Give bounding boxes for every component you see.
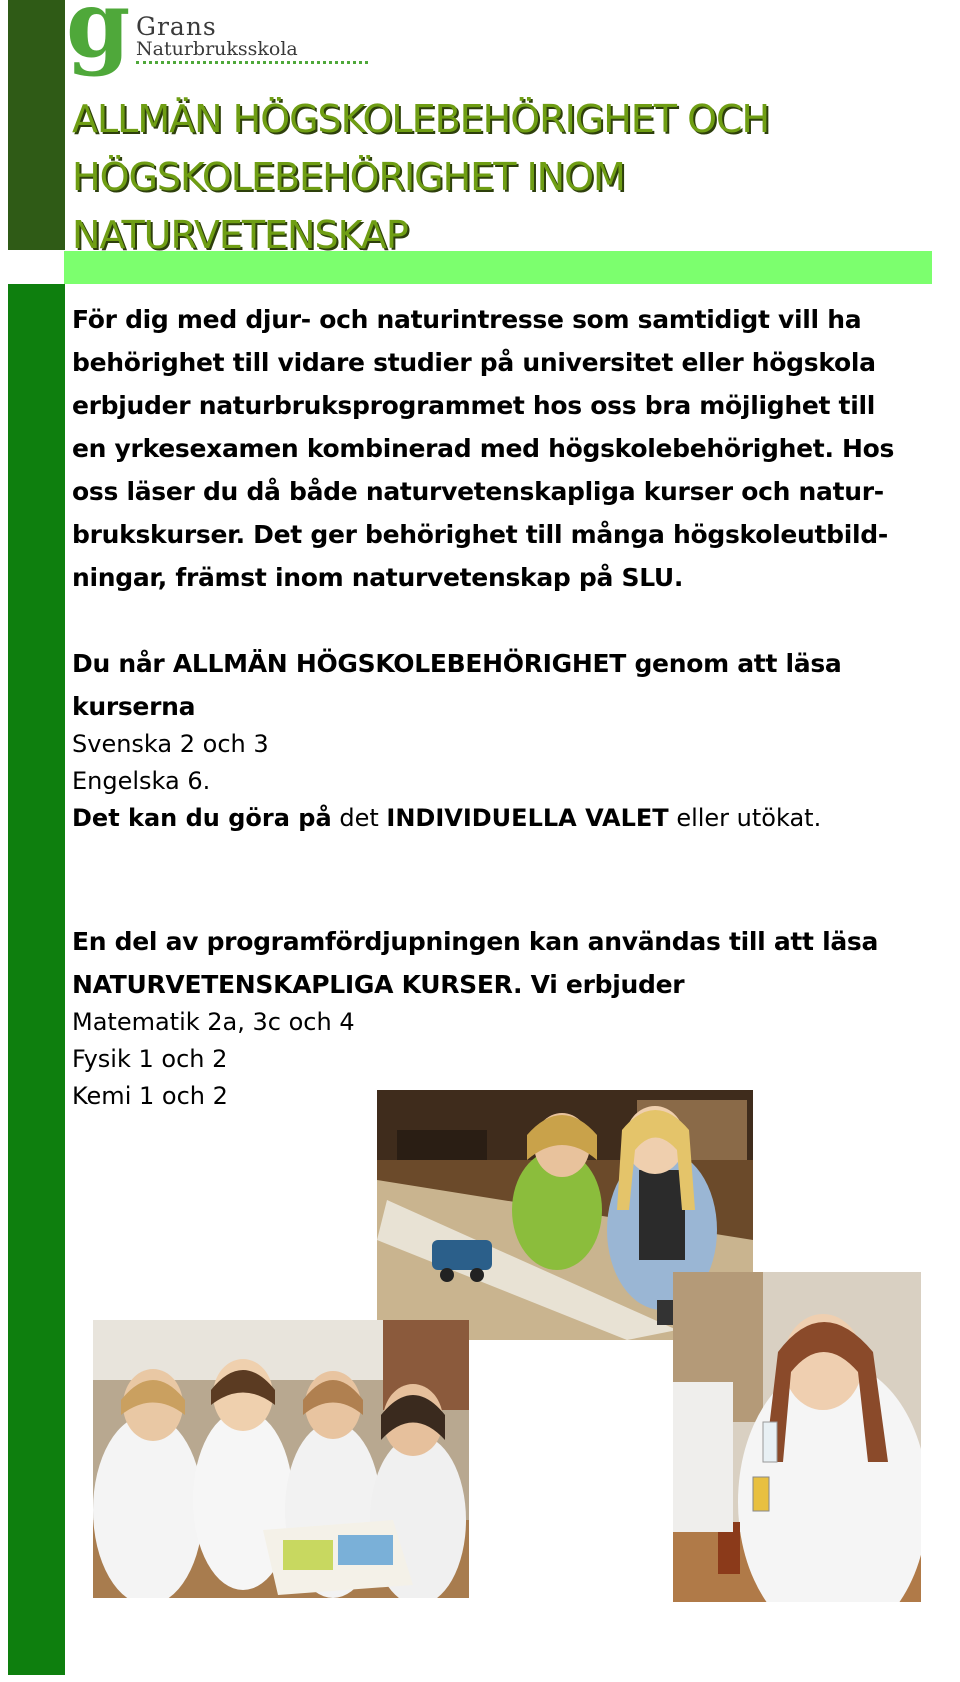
photo-chemistry-student (673, 1272, 921, 1602)
title-line: HÖGSKOLEBEHÖRIGHET INOM (72, 155, 625, 199)
science-heading-line: NATURVETENSKAPLIGA KURSER. Vi erbjuder (72, 970, 685, 999)
intro-line: ningar, främst inom naturvetenskap på SLU. (72, 563, 684, 592)
logo-letter: g (66, 0, 131, 78)
course-item: Engelska 6. (72, 767, 211, 795)
photo-chemistry-group (93, 1320, 469, 1598)
title-line: NATURVETENSKAP (72, 213, 408, 257)
science-heading (72, 920, 952, 1006)
intro-line: För dig med djur- och naturintresse som samtidigt vill ha (72, 305, 862, 334)
general-heading (72, 642, 952, 728)
decor-bar-top (8, 0, 65, 250)
logo-dotted-line (136, 61, 368, 64)
note-emph: INDIVIDUELLA VALET (386, 804, 669, 832)
intro-line: oss läser du då både naturvetenskapliga kurser och natur- (72, 477, 884, 506)
intro-line: behörighet till vidare studier på universitet eller högskola (72, 348, 876, 377)
course-item: Svenska 2 och 3 (72, 730, 269, 758)
course-item: Kemi 1 och 2 (72, 1082, 228, 1110)
note-tail: eller utökat. (676, 804, 822, 832)
note-mid: det (339, 804, 379, 832)
intro-line: erbjuder naturbruksprogrammet hos oss bra möjlighet till (72, 391, 876, 420)
individual-choice-note (72, 800, 952, 837)
page-title (72, 90, 932, 264)
general-heading-line: kurserna (72, 692, 196, 721)
logo-subtitle: Naturbruksskola (136, 38, 298, 60)
logo-name: Grans (136, 12, 217, 41)
general-heading-line: Du når ALLMÄN HÖGSKOLEBEHÖRIGHET genom att läsa (72, 649, 842, 678)
intro-line: en yrkesexamen kombinerad med högskolebehörighet. Hos (72, 434, 895, 463)
title-line: ALLMÄN HÖGSKOLEBEHÖRIGHET OCH (72, 97, 770, 141)
school-logo (66, 0, 326, 80)
note-lead: Det kan du göra på (72, 804, 332, 832)
general-courses (72, 726, 952, 837)
course-item: Fysik 1 och 2 (72, 1045, 228, 1073)
course-item: Matematik 2a, 3c och 4 (72, 1008, 355, 1036)
decor-bar-left (8, 284, 65, 1675)
science-heading-line: En del av programfördjupningen kan användas till att läsa (72, 927, 879, 956)
intro-paragraph (72, 298, 952, 599)
intro-line: brukskurser. Det ger behörighet till många högskoleutbild- (72, 520, 888, 549)
